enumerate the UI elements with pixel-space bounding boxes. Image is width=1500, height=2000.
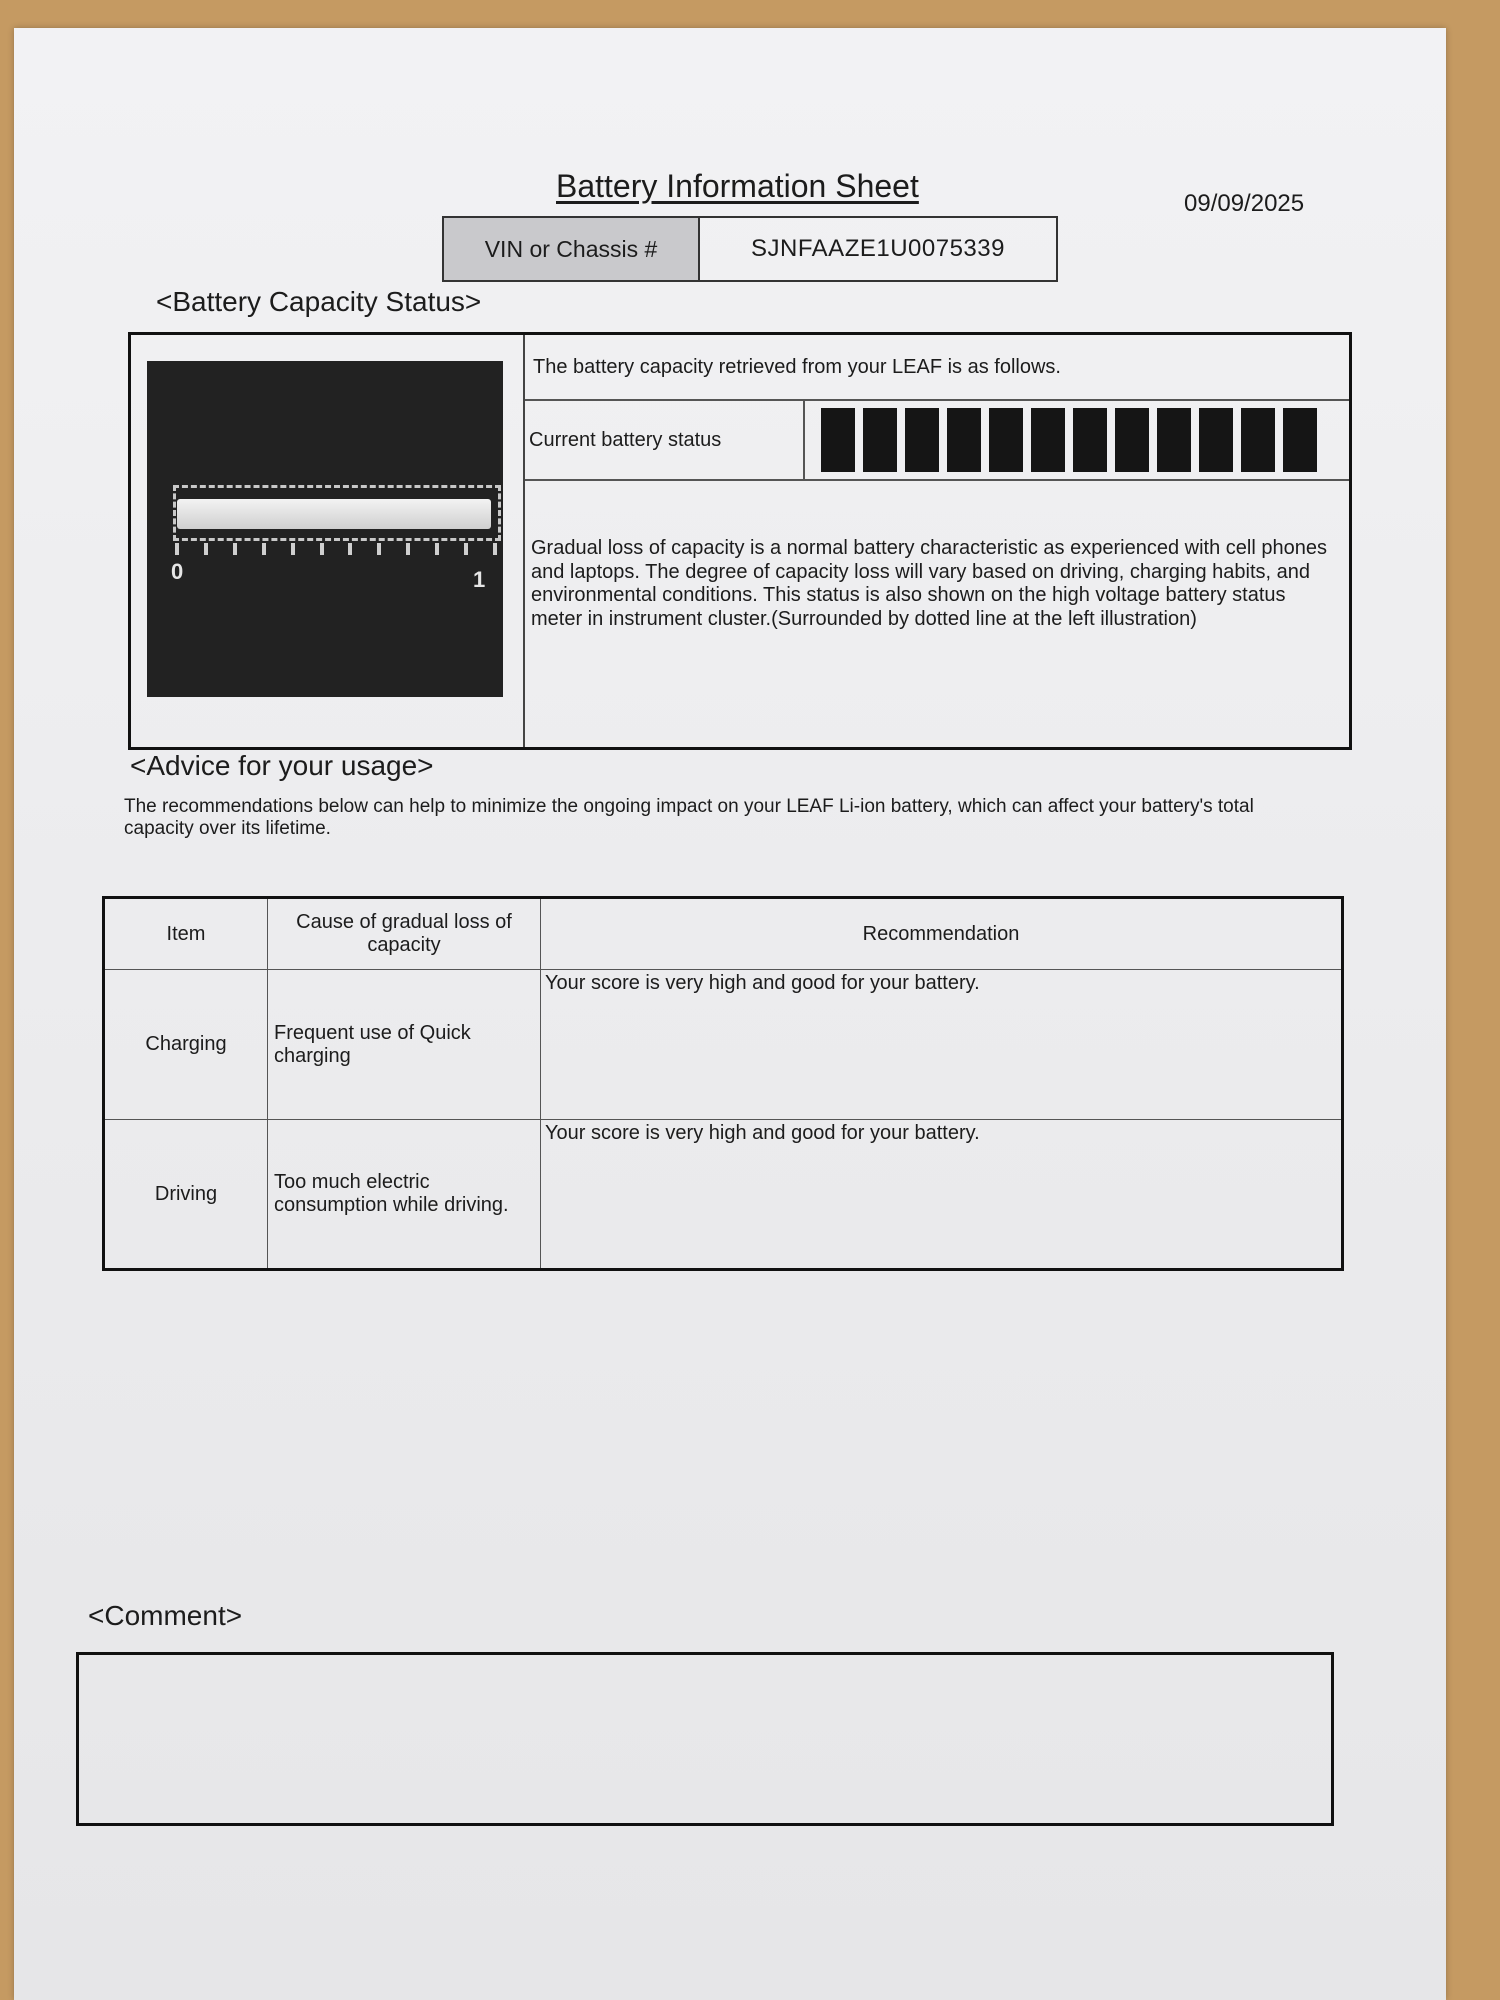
document-date: 09/09/2025 — [1184, 190, 1305, 217]
capacity-box — [128, 332, 1352, 750]
status-bar-segment — [821, 408, 855, 472]
row-cause: Frequent use of Quick charging — [268, 970, 541, 1120]
battery-meter-illustration — [147, 361, 503, 697]
status-bar-segment — [863, 408, 897, 472]
status-bar-segment — [1283, 408, 1317, 472]
column-header-item: Item — [104, 898, 268, 970]
table-row — [104, 1120, 1343, 1270]
capacity-description: Gradual loss of capacity is a normal battery characteristic as experienced with cell phones and laptops. The degree of capacity loss will vary based on driving, charging habits, and environmental conditions. This status is also shown on the high voltage battery status meter in instrument cluster.(Surrounded by dotted line at the left illustration) — [531, 537, 1327, 630]
advice-table — [102, 896, 1344, 1271]
capacity-heading: <Battery Capacity Status> — [156, 286, 482, 317]
page-title: Battery Information Sheet — [556, 168, 919, 204]
status-bars — [805, 401, 1349, 479]
column-header-cause: Cause of gradual loss of capacity — [268, 898, 541, 970]
status-bar-segment — [1199, 408, 1233, 472]
row-recommendation: Your score is very high and good for your battery. — [541, 970, 1343, 1120]
capacity-info — [525, 335, 1349, 747]
meter-illustration-cell — [131, 335, 525, 747]
column-header-recommendation: Recommendation — [541, 898, 1343, 970]
advice-heading: <Advice for your usage> — [130, 750, 434, 781]
status-label: Current battery status — [525, 401, 805, 479]
status-bar-segment — [947, 408, 981, 472]
status-bar-segment — [1031, 408, 1065, 472]
vin-label: VIN or Chassis # — [444, 218, 700, 280]
status-bar-segment — [1241, 408, 1275, 472]
table-header-row — [104, 898, 1343, 970]
status-bar-segment — [905, 408, 939, 472]
vin-value: SJNFAAZE1U0075339 — [751, 235, 1005, 262]
meter-fill-bar — [177, 499, 491, 529]
meter-ticks — [175, 543, 497, 557]
retrieved-text: The battery capacity retrieved from your LEAF is as follows. — [525, 335, 1349, 401]
status-row — [525, 401, 1349, 481]
comment-heading: <Comment> — [88, 1600, 243, 1631]
row-item: Driving — [104, 1120, 268, 1270]
row-item: Charging — [104, 970, 268, 1120]
comment-box — [76, 1652, 1334, 1826]
status-bar-segment — [1157, 408, 1191, 472]
vin-box — [442, 216, 1058, 282]
meter-min-label: 0 — [171, 559, 184, 584]
status-bar-segment — [1115, 408, 1149, 472]
advice-intro: The recommendations below can help to minimize the ongoing impact on your LEAF Li-ion battery, which can affect your battery's total capacity over its lifetime. — [124, 796, 1254, 840]
status-bar-segment — [1073, 408, 1107, 472]
table-row — [104, 970, 1343, 1120]
row-cause: Too much electric consumption while driving. — [268, 1120, 541, 1270]
meter-max-label: 1 — [473, 567, 486, 592]
status-bar-segment — [989, 408, 1023, 472]
row-recommendation: Your score is very high and good for your battery. — [541, 1120, 1343, 1270]
